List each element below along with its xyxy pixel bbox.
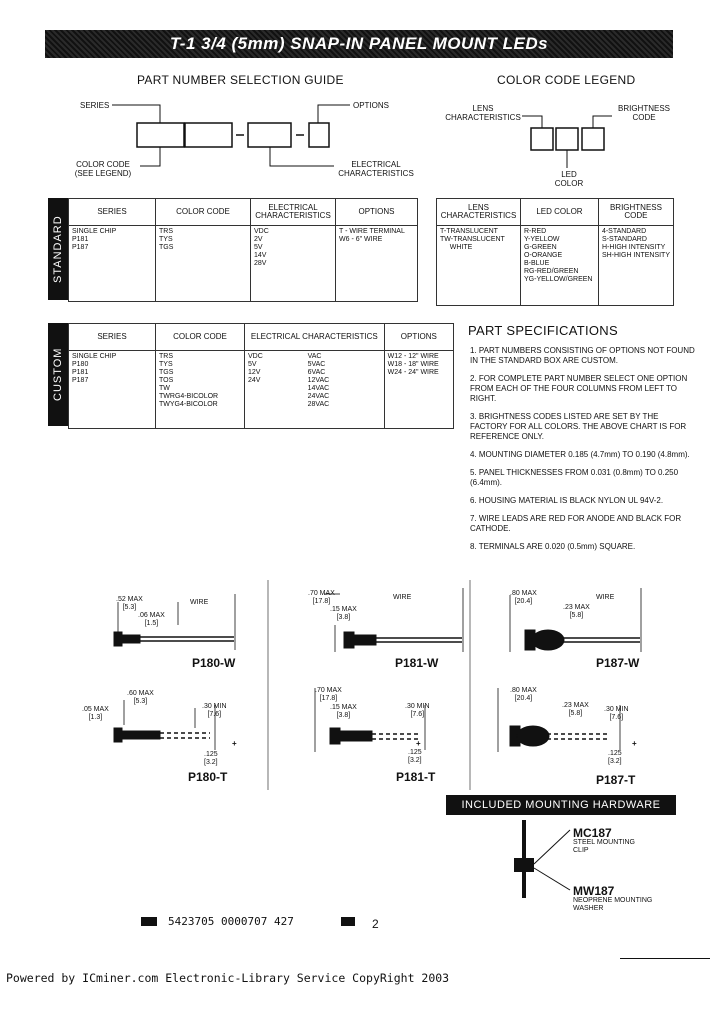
dim-p180w-52: .52 MAX [5.3] [116, 596, 143, 611]
spec-item: 7. WIRE LEADS ARE RED FOR ANODE AND BLACK FOR CATHODE. [470, 514, 682, 533]
p180t-housing [122, 731, 160, 739]
barcode-block-left [141, 917, 157, 926]
led-drawings [0, 580, 720, 800]
dim-p180w-06: .06 MAX [1.5] [138, 612, 165, 627]
p180w-housing [122, 635, 140, 643]
dim-p181w-15: .15 MAX [3.8] [330, 606, 357, 621]
custom-header-options: OPTIONS [384, 324, 453, 351]
standard-side-text: STANDARD [52, 215, 64, 283]
custom-header-color: COLOR CODE [156, 324, 245, 351]
color-legend-title: COLOR CODE LEGEND [497, 73, 636, 87]
page-number: 2 [372, 917, 379, 931]
p180w-wire-label: WIRE [190, 599, 209, 606]
p187w-wire-label: WIRE [596, 594, 615, 601]
guide-options-label: OPTIONS [353, 101, 390, 110]
custom-series-cell: SINGLE CHIP P180 P181 P187 [69, 351, 156, 429]
p181w-label: P181-W [395, 656, 439, 670]
banner-title: T-1 3/4 (5mm) SNAP-IN PANEL MOUNT LEDs [169, 34, 549, 53]
spec-item: 3. BRIGHTNESS CODES LISTED ARE SET BY THE FACTORY FOR ALL COLORS. THE ABOVE CHART IS FOR REFERENCE ONLY. [470, 412, 687, 441]
guide-color-code-label: COLOR CODE (SEE LEGEND) [74, 160, 132, 178]
custom-color-cell: TRS TYS TGS TOS TW TWRG4-BICOLOR TWYG4-BICOLOR [156, 351, 245, 429]
std-header-electrical: ELECTRICAL CHARACTERISTICS [251, 199, 336, 226]
p181w-housing [354, 635, 376, 645]
spec-item: 4. MOUNTING DIAMETER 0.185 (4.7mm) TO 0.190 (4.8mm). [470, 450, 690, 459]
hardware-drawing [500, 820, 580, 900]
spec-item: 8. TERMINALS ARE 0.020 (0.5mm) SQUARE. [470, 542, 636, 551]
legend-brightness-label: BRIGHTNESS CODE [617, 104, 670, 122]
std-options-cell: T - WIRE TERMINAL W6 - 6" WIRE [336, 226, 418, 302]
dim-p180t-30: .30 MIN [7.6] [202, 703, 227, 718]
p180w-label: P180-W [192, 656, 236, 670]
powered-by: Powered by ICminer.com Electronic-Library Service CopyRight 2003 [6, 971, 450, 985]
guide-series-label: SERIES [80, 101, 110, 110]
p180t-plus: + [232, 739, 237, 748]
p187t-plus: + [632, 739, 637, 748]
p180w-body [114, 632, 122, 646]
hardware-title: INCLUDED MOUNTING HARDWARE [461, 799, 661, 811]
legend-lens-cell: T-TRANSLUCENT TW-TRANSLUCENT WHITE [437, 226, 521, 306]
legend-lens-label: LENS CHARACTERISTICS [445, 104, 521, 122]
custom-header-electrical: ELECTRICAL CHARACTERISTICS [245, 324, 385, 351]
custom-side-text: CUSTOM [52, 347, 64, 402]
selection-guide-diagram [0, 0, 720, 200]
dim-p187w-80: .80 MAX [20.4] [510, 590, 537, 605]
spec-item: 5. PANEL THICKNESSES FROM 0.031 (0.8mm) TO 0.250 (6.4mm). [470, 468, 679, 487]
dim-p181t-70: .70 MAX [17.8] [315, 687, 342, 702]
spec-item: 2. FOR COMPLETE PART NUMBER SELECT ONE OPTION FROM EACH OF THE FOUR COLUMNS FROM LEFT TO RIGHT. [470, 374, 688, 403]
dim-p187t-23: .23 MAX [5.8] [562, 702, 589, 717]
custom-header-series: SERIES [69, 324, 156, 351]
p187w-label: P187-W [596, 656, 640, 670]
p181t-plus: + [416, 739, 421, 748]
footer-rule [620, 958, 710, 959]
p180t-body [114, 728, 122, 742]
dim-p181t-15: .15 MAX [3.8] [330, 704, 357, 719]
std-series-cell: SINGLE CHIP P181 P187 [69, 226, 156, 302]
dim-p180t-125: .125 [3.2] [204, 751, 218, 766]
specs-title: PART SPECIFICATIONS [468, 323, 618, 338]
std-header-options: OPTIONS [336, 199, 418, 226]
spec-item: 6. HOUSING MATERIAL IS BLACK NYLON UL 94V-2. [470, 496, 664, 505]
barcode-block-right [341, 917, 355, 926]
custom-side-label [48, 323, 68, 426]
p181t-housing [340, 731, 372, 741]
dim-p187w-23: .23 MAX [5.8] [563, 604, 590, 619]
dim-p187t-80: .80 MAX [20.4] [510, 687, 537, 702]
mc187-desc: STEEL MOUNTING CLIP [573, 839, 635, 854]
p187w-lens [532, 630, 564, 650]
p181t-label: P181-T [396, 770, 436, 784]
legend-brightness-cell: 4-STANDARD S-STANDARD H-HIGH INTENSITY SH-HIGH INTENSITY [598, 226, 673, 306]
custom-table [68, 323, 454, 429]
standard-table [68, 198, 418, 302]
custom-vac-cell: VAC 5VAC 6VAC 12VAC 14VAC 24VAC 28VAC [305, 351, 385, 429]
legend-led-cell: R-RED Y-YELLOW G-GREEN O-ORANGE B-BLUE RG-RED/GREEN YG-YELLOW/GREEN [521, 226, 599, 306]
legend-header-led: LED COLOR [521, 199, 599, 226]
dim-p180t-60: .60 MAX [5.3] [127, 690, 154, 705]
dim-p181w-70: .70 MAX [17.8] [308, 590, 335, 605]
barcode-text: 5423705 0000707 427 [168, 915, 294, 928]
dim-p187t-30: .30 MIN [7.6] [604, 706, 629, 721]
custom-options-cell: W12 - 12" WIRE W18 - 18" WIRE W24 - 24" WIRE [384, 351, 453, 429]
dim-p180t-05: .05 MAX [1.3] [82, 706, 109, 721]
mw187-desc: NEOPRENE MOUNTING WASHER [573, 897, 653, 912]
p180t-label: P180-T [188, 770, 228, 784]
hardware-banner [446, 795, 676, 815]
std-electrical-cell: VDC 2V 5V 14V 28V [251, 226, 336, 302]
legend-table [436, 198, 674, 306]
specs-list [470, 346, 698, 560]
std-header-color: COLOR CODE [156, 199, 251, 226]
dim-p181t-30: .30 MIN [7.6] [405, 703, 430, 718]
dim-p181t-125: .125 [3.2] [408, 749, 422, 764]
spec-item: 1. PART NUMBERS CONSISTING OF OPTIONS NOT FOUND IN THE STANDARD BOX ARE CUSTOM. [470, 346, 695, 365]
legend-header-lens: LENS CHARACTERISTICS [437, 199, 521, 226]
mw187-label: MW187 [573, 884, 615, 898]
dim-p187t-125: .125 [3.2] [608, 750, 622, 765]
standard-side-label [48, 198, 68, 300]
selection-guide-title: PART NUMBER SELECTION GUIDE [137, 73, 344, 87]
p181t-body [330, 728, 340, 744]
p187t-label: P187-T [596, 773, 636, 787]
legend-header-brightness: BRIGHTNESS CODE [598, 199, 673, 226]
std-header-series: SERIES [69, 199, 156, 226]
guide-electrical-label: ELECTRICAL CHARACTERISTICS [338, 160, 414, 178]
std-color-cell: TRS TYS TGS [156, 226, 251, 302]
mc187-label: MC187 [573, 826, 612, 840]
custom-vdc-cell: VDC 5V 12V 24V [245, 351, 305, 429]
p181w-body [344, 632, 354, 648]
p187t-lens [517, 726, 549, 746]
p181w-wire-label: WIRE [393, 594, 412, 601]
legend-led-color-label: LED COLOR [554, 170, 584, 188]
